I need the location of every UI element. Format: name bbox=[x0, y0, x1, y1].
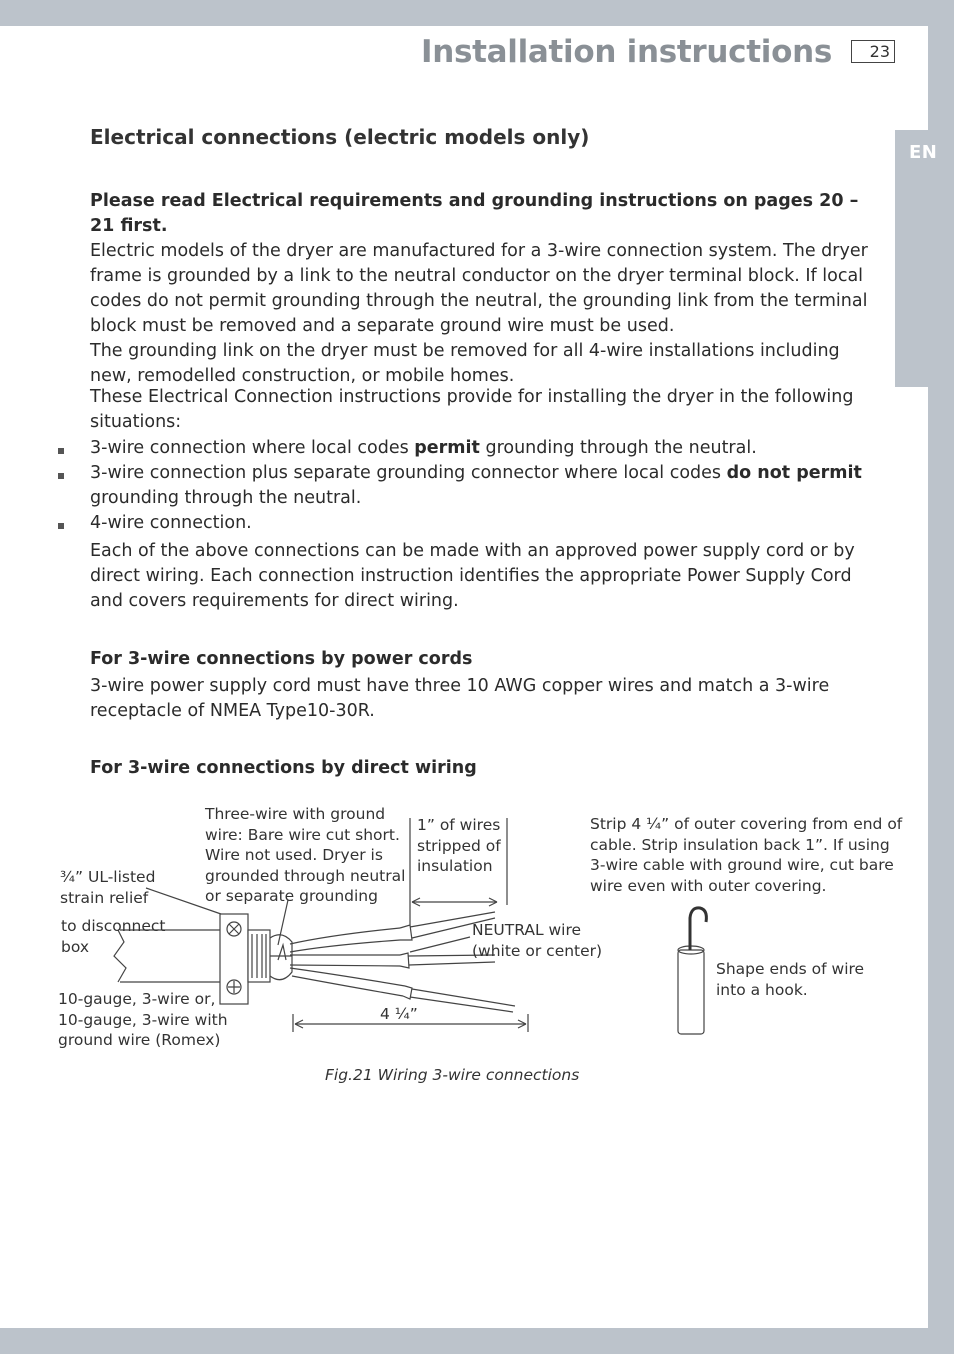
bullet-bold-text: do not permit bbox=[726, 463, 862, 483]
label-line: to disconnect bbox=[61, 917, 166, 935]
label-line: Shape ends of wire bbox=[716, 960, 865, 978]
label-line: wire: Bare wire cut short. bbox=[205, 825, 400, 844]
bullet-text: grounding through the neutral. bbox=[90, 488, 362, 508]
wire-middle bbox=[290, 953, 495, 968]
direct-wiring-heading: For 3-wire connections by direct wiring bbox=[90, 758, 477, 778]
label-line: 3-wire cable with ground wire, cut bare bbox=[590, 856, 894, 874]
bullet-text: 3-wire connection plus separate grounding connector where local codes bbox=[90, 463, 727, 483]
label-line: grounded through neutral bbox=[205, 866, 406, 885]
power-cords-paragraph: 3-wire power supply cord must have three 10 AWG copper wires and match a 3-wire receptacle of NMEA Type10-30R. bbox=[90, 676, 830, 721]
situations-lead-text: These Electrical Connection instructions provide for installing the dryer in the following situations: bbox=[90, 387, 854, 432]
list-item bbox=[90, 436, 885, 461]
language-tab[interactable] bbox=[895, 130, 938, 387]
page-title: Installation instructions bbox=[420, 34, 832, 70]
label-line: ground wire (Romex) bbox=[58, 1031, 221, 1049]
label-gauge bbox=[58, 989, 228, 1051]
label-strain-relief bbox=[60, 867, 155, 908]
label-length: 4 ¼” bbox=[380, 1005, 418, 1023]
label-line: box bbox=[61, 937, 90, 956]
label-line: into a hook. bbox=[716, 980, 808, 999]
label-line: stripped of bbox=[417, 836, 501, 855]
bullet-bold-text: permit bbox=[414, 438, 480, 458]
label-neutral bbox=[472, 920, 602, 961]
label-strip-cover bbox=[590, 814, 902, 896]
label-line: (white or center) bbox=[472, 941, 603, 960]
label-line: cable. Strip insulation back 1”. If using bbox=[590, 835, 890, 854]
intro-paragraph-2: The grounding link on the dryer must be removed for all 4-wire installations including new, remodelled construction, or mobile homes. bbox=[90, 341, 840, 386]
ground-wire bbox=[278, 945, 286, 960]
label-line: Strip 4 ¼” of outer covering from end of bbox=[590, 815, 903, 833]
label-hook bbox=[716, 959, 864, 1000]
bullet-text: 4-wire connection. bbox=[90, 513, 252, 533]
situations-closing bbox=[90, 539, 885, 614]
label-line: 10-gauge, 3-wire or, bbox=[58, 990, 216, 1008]
label-line: insulation bbox=[417, 857, 493, 875]
label-stripped bbox=[417, 815, 501, 877]
intro-paragraph-1: Electric models of the dryer are manufactured for a 3-wire connection system. The dryer frame is grounded by a link to the neutral conductor on the dryer terminal block. If local codes do not permit grounding through the neutral, the grounding link from the terminal block must be removed and a separate ground wire must be used. bbox=[90, 241, 868, 336]
label-ground-wire bbox=[205, 804, 405, 907]
label-line: 10-gauge, 3-wire with bbox=[58, 1010, 228, 1029]
language-tab-label: EN bbox=[909, 142, 938, 163]
figure-caption: Fig.21 Wiring 3-wire connections bbox=[325, 1066, 580, 1084]
power-cords-text bbox=[90, 674, 885, 724]
bullet-text: 3-wire connection where local codes bbox=[90, 438, 415, 458]
label-line: ¾” UL-listed bbox=[60, 868, 156, 886]
wire-top bbox=[290, 912, 495, 952]
intro-block bbox=[90, 189, 885, 389]
bullet-icon bbox=[58, 473, 64, 479]
page-number: 23 bbox=[851, 40, 895, 63]
list-item bbox=[90, 461, 885, 511]
hook-wire-cylinder bbox=[678, 950, 704, 1034]
situations-closing-text: Each of the above connections can be made with an approved power supply cord or by direct wiring. Each connection instruction identifies the appropriate Power Supply Cord and covers requirements for direct wiring. bbox=[90, 541, 855, 611]
list-item bbox=[90, 511, 885, 536]
label-line: 1” of wires bbox=[417, 816, 501, 834]
intro-bold-lead: Please read Electrical requirements and grounding instructions on pages 20 – 21 first. bbox=[90, 191, 859, 236]
bullet-text: grounding through the neutral. bbox=[479, 438, 757, 458]
label-line: Wire not used. Dryer is bbox=[205, 846, 383, 864]
hook-icon bbox=[690, 908, 706, 950]
bullet-icon bbox=[58, 523, 64, 529]
situations-lead bbox=[90, 385, 885, 435]
bullet-icon bbox=[58, 448, 64, 454]
power-cords-heading: For 3-wire connections by power cords bbox=[90, 649, 473, 669]
situations-list bbox=[90, 436, 885, 536]
label-line: Three-wire with ground bbox=[205, 805, 386, 823]
label-line: strain relief bbox=[60, 888, 149, 907]
label-line: or separate grounding bbox=[205, 887, 378, 905]
label-line: wire even with outer covering. bbox=[590, 876, 827, 895]
label-disconnect bbox=[61, 916, 166, 957]
label-line: NEUTRAL wire bbox=[472, 921, 582, 939]
strain-relief-nut bbox=[248, 930, 270, 982]
section-title: Electrical connections (electric models only) bbox=[90, 125, 590, 149]
